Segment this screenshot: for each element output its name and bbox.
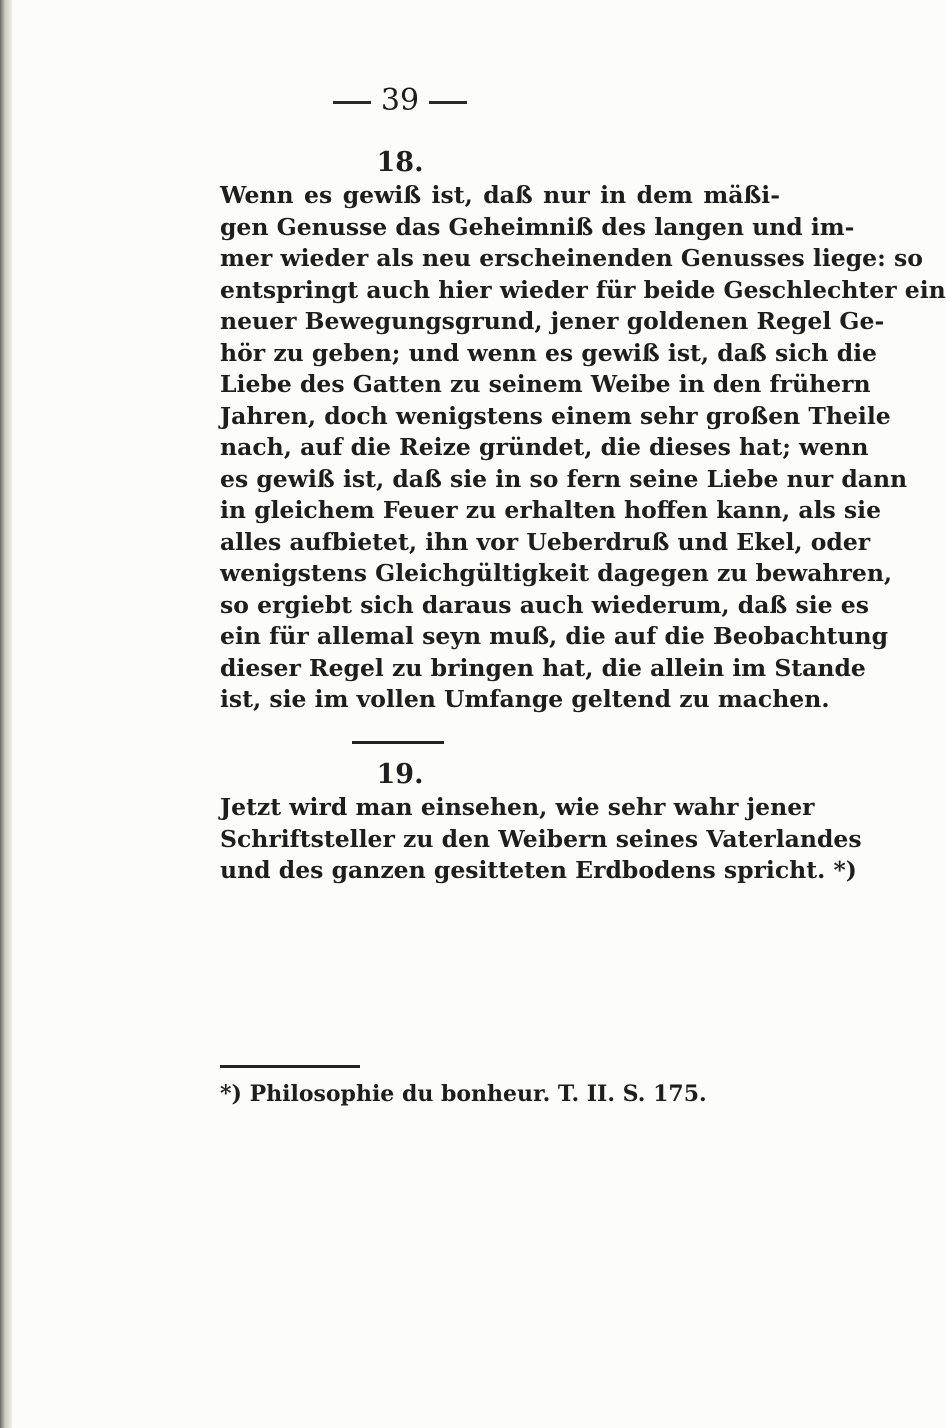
header-dash-left	[333, 101, 371, 104]
text-line: dieser Regel zu bringen hat, die allein im Stande	[220, 653, 866, 682]
text-line: alles aufbietet, ihn vor Ueberdruß und Ekel, oder	[220, 527, 871, 556]
text-line: Liebe des Gatten zu seinem Weibe in den frühern	[220, 370, 871, 398]
header-dash-right	[429, 101, 467, 104]
page-header	[0, 84, 800, 118]
text-line: so ergiebt sich daraus auch wiederum, daß sie es	[220, 590, 869, 619]
paragraph-18	[220, 180, 946, 716]
text-line: Jahren, doch wenigstens einem sehr großen Theile	[220, 401, 891, 430]
text-line: mer wieder als neu erscheinenden Genusses liege: so	[220, 244, 923, 272]
footnote-rule	[220, 1065, 360, 1068]
footnote: *) Philosophie du bonheur. T. II. S. 175.	[220, 1081, 707, 1107]
text-line: und des ganzen gesitteten Erdbodens spricht. *)	[220, 856, 857, 884]
text-line: Wenn es gewiß ist, daß nur in dem mäßi-	[220, 181, 780, 209]
paragraph-19	[220, 792, 862, 887]
section-number-18: 18.	[376, 147, 424, 178]
text-line: ist, sie im vollen Umfange geltend zu machen.	[220, 685, 830, 713]
page-number: 39	[380, 83, 420, 118]
text-line: nach, auf die Reize gründet, die dieses hat; wenn	[220, 433, 869, 461]
section-number-19: 19.	[376, 759, 424, 790]
text-line: neuer Bewegungsgrund, jener goldenen Regel Ge-	[220, 307, 885, 335]
text-line: Schriftsteller zu den Weibern seines Vaterlandes	[220, 824, 862, 853]
text-line: hör zu geben; und wenn es gewiß ist, daß sich die	[220, 338, 878, 367]
section-divider	[352, 741, 444, 744]
page-gutter-shadow	[0, 0, 12, 1428]
text-line: es gewiß ist, daß sie in so fern seine Liebe nur dann	[220, 464, 908, 493]
text-line: in gleichem Feuer zu erhalten hoffen kann, als sie	[220, 496, 882, 524]
text-line: ein für allemal seyn muß, die auf die Beobachtung	[220, 622, 888, 650]
text-line: entspringt auch hier wieder für beide Geschlechter ein	[220, 275, 946, 304]
text-line: gen Genusse das Geheimniß des langen und im-	[220, 212, 855, 241]
text-line: Jetzt wird man einsehen, wie sehr wahr jener	[220, 793, 815, 821]
text-line: wenigstens Gleichgültigkeit dagegen zu bewahren,	[220, 559, 893, 587]
